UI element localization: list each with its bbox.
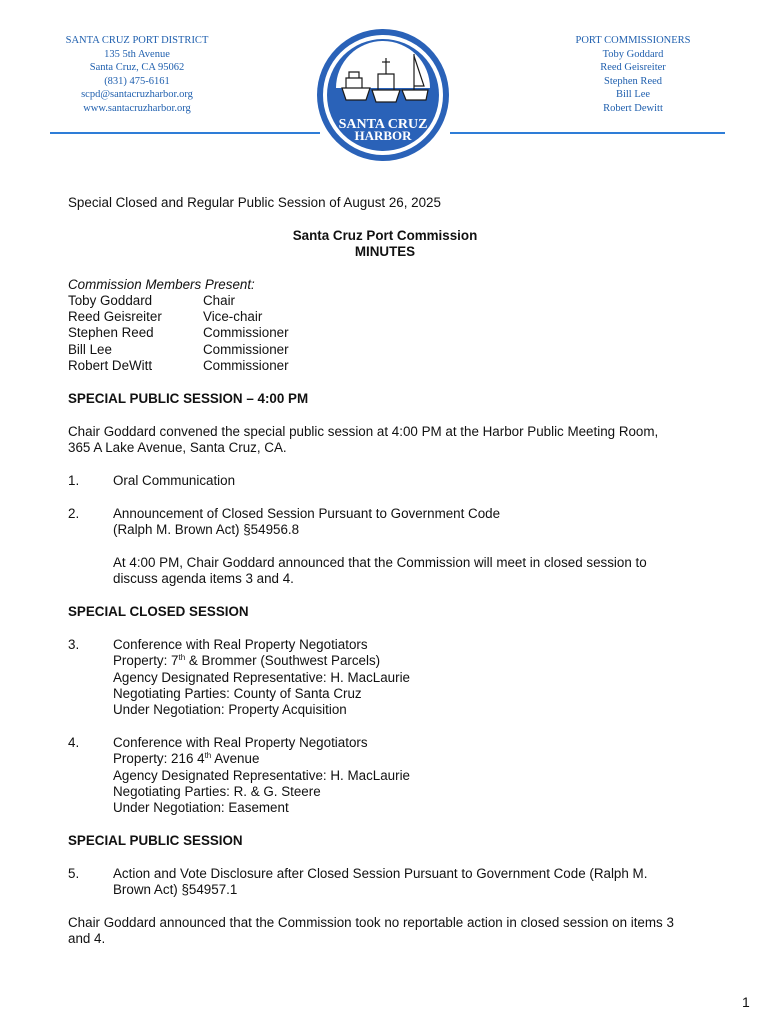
closed-session-heading: SPECIAL CLOSED SESSION	[68, 604, 249, 619]
item-text: Oral Communication	[113, 473, 236, 488]
public-session-heading: SPECIAL PUBLIC SESSION	[68, 833, 243, 848]
commissioners-block	[533, 34, 733, 115]
property-suffix: Avenue	[211, 751, 260, 766]
harbor-logo	[316, 28, 450, 162]
special-public-session-heading: SPECIAL PUBLIC SESSION – 4:00 PM	[68, 391, 309, 406]
district-city: Santa Cruz, CA 95062	[89, 62, 185, 73]
convene-text-line1: Chair Goddard convened the special public session at 4:00 PM at the Harbor Public Meeting Room,	[68, 424, 659, 439]
property-prefix: Property: 7	[113, 653, 179, 668]
item-note: At 4:00 PM, Chair Goddard announced that the Commission will meet in closed session to	[113, 555, 647, 570]
member-role: Chair	[203, 293, 235, 308]
member-name: Stephen Reed	[68, 325, 154, 340]
item-number: 2.	[68, 506, 80, 521]
member-role: Commissioner	[203, 325, 289, 340]
district-address-block	[37, 34, 237, 115]
item-note: discuss agenda items 3 and 4.	[113, 571, 294, 586]
member-name: Bill Lee	[68, 342, 112, 357]
item-text: Brown Act) §54957.1	[113, 882, 238, 897]
item-text: Under Negotiation: Property Acquisition	[113, 702, 347, 717]
property-prefix: Property: 216 4	[113, 751, 205, 766]
commissioner-name: Toby Goddard	[602, 48, 664, 60]
commissioner-name: Robert Dewitt	[603, 102, 663, 114]
item-text: Agency Designated Representative: H. MacLaurie	[113, 768, 410, 783]
result-text-line2: and 4.	[68, 931, 106, 946]
ordinal-suffix: th	[204, 751, 212, 760]
member-role: Vice-chair	[203, 309, 263, 324]
commissioner-name: Reed Geisreiter	[600, 62, 666, 73]
member-name: Robert DeWitt	[68, 358, 153, 373]
commissioner-name: Bill Lee	[615, 89, 651, 100]
district-name: SANTA CRUZ PORT DISTRICT	[65, 35, 209, 46]
item-text: Conference with Real Property Negotiators	[113, 637, 368, 652]
item-text: Conference with Real Property Negotiators	[113, 735, 368, 750]
item-text: Agency Designated Representative: H. MacLaurie	[113, 670, 410, 685]
result-text-line1: Chair Goddard announced that the Commission took no reportable action in closed session on items 3	[68, 915, 674, 930]
commissioner-name: Stephen Reed	[603, 75, 663, 87]
document-subtitle: MINUTES	[354, 244, 416, 259]
item-property	[113, 751, 259, 767]
item-number: 1.	[68, 473, 80, 488]
item-number: 5.	[68, 866, 80, 881]
ordinal-suffix: th	[178, 653, 186, 662]
item-text: Under Negotiation: Easement	[113, 800, 289, 815]
page-number: 1	[742, 994, 750, 1010]
session-line: Special Closed and Regular Public Session of August 26, 2025	[68, 195, 441, 210]
item-text: Negotiating Parties: County of Santa Cruz	[113, 686, 362, 701]
district-email: scpd@santacruzharbor.org	[81, 89, 193, 100]
district-website: www.santacruzharbor.org	[83, 102, 191, 114]
members-heading: Commission Members Present:	[68, 277, 255, 292]
member-name: Reed Geisreiter	[68, 309, 162, 324]
commissioners-heading: PORT COMMISSIONERS	[575, 35, 691, 46]
property-suffix: & Brommer (Southwest Parcels)	[185, 653, 381, 668]
member-role: Commissioner	[203, 342, 289, 357]
document-title: Santa Cruz Port Commission	[292, 228, 478, 243]
letterhead-rule-left	[50, 132, 320, 134]
district-street: 135 5th Avenue	[104, 48, 170, 60]
item-number: 4.	[68, 735, 80, 750]
item-text: (Ralph M. Brown Act) §54956.8	[113, 522, 300, 537]
member-role: Commissioner	[203, 358, 289, 373]
item-text: Action and Vote Disclosure after Closed Session Pursuant to Government Code (Ralph M.	[113, 866, 648, 881]
letterhead-rule-right	[450, 132, 725, 134]
logo-text-line1: SANTA CRUZ	[338, 117, 428, 132]
item-text: Negotiating Parties: R. & G. Steere	[113, 784, 321, 799]
logo-text-line2: HARBOR	[354, 128, 412, 143]
item-text: Announcement of Closed Session Pursuant to Government Code	[113, 506, 501, 521]
district-phone: (831) 475-6161	[104, 75, 170, 87]
member-name: Toby Goddard	[68, 293, 153, 308]
item-property	[113, 653, 380, 669]
convene-text-line2: 365 A Lake Avenue, Santa Cruz, CA.	[68, 440, 287, 455]
item-number: 3.	[68, 637, 80, 652]
